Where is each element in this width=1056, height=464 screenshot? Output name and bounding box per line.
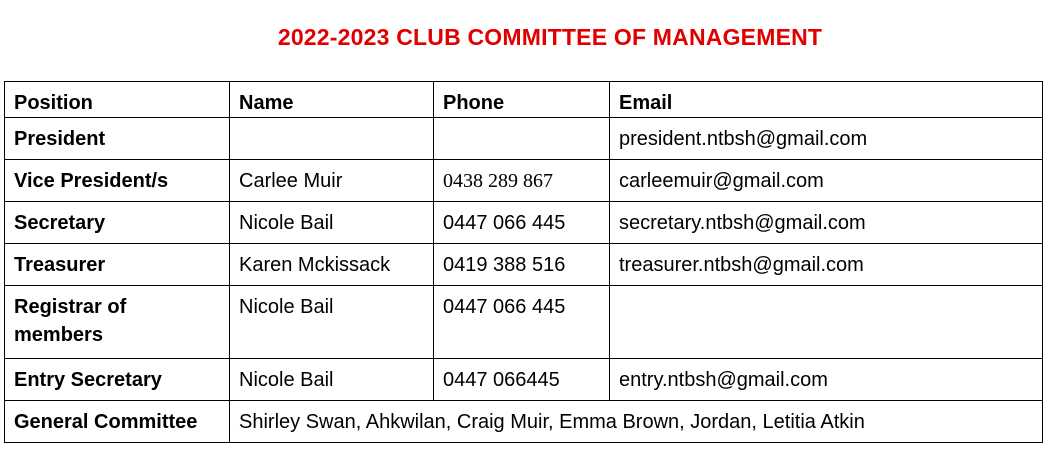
phone-cell: 0447 066445 [434,359,610,401]
name-cell: Nicole Bail [230,202,434,244]
table-row [5,202,1043,244]
phone-cell: 0447 066 445 [434,286,610,359]
email-cell: carleemuir@gmail.com [610,160,1043,202]
table-row [5,244,1043,286]
table-row [5,118,1043,160]
email-cell: entry.ntbsh@gmail.com [610,359,1043,401]
name-cell [230,118,434,160]
header-phone: Phone [434,82,610,118]
position-cell: General Committee [5,401,230,443]
phone-cell [434,118,610,160]
header-name: Name [230,82,434,118]
position-cell: Vice President/s [5,160,230,202]
position-cell: President [5,118,230,160]
email-cell: treasurer.ntbsh@gmail.com [610,244,1043,286]
email-cell: president.ntbsh@gmail.com [610,118,1043,160]
phone-cell: 0447 066 445 [434,202,610,244]
table-row [5,160,1043,202]
name-cell: Nicole Bail [230,286,434,359]
header-email: Email [610,82,1043,118]
document-title: 2022-2023 CLUB COMMITTEE OF MANAGEMENT [277,24,823,50]
name-cell: Carlee Muir [230,160,434,202]
email-cell [610,286,1043,359]
name-cell: Nicole Bail [230,359,434,401]
phone-cell: 0438 289 867 [434,160,610,202]
name-cell: Karen Mckissack [230,244,434,286]
general-committee-row [5,401,1043,443]
table-row [5,286,1043,359]
email-cell: secretary.ntbsh@gmail.com [610,202,1043,244]
general-committee-members: Shirley Swan, Ahkwilan, Craig Muir, Emma Brown, Jordan, Letitia Atkin [230,401,1043,443]
position-cell: Entry Secretary [5,359,230,401]
position-cell: Secretary [5,202,230,244]
position-cell: Registrar of members [5,286,230,359]
table-row [5,359,1043,401]
position-cell: Treasurer [5,244,230,286]
phone-cell: 0419 388 516 [434,244,610,286]
table-header-row [5,82,1043,118]
committee-table [4,81,1043,443]
header-position: Position [5,82,230,118]
